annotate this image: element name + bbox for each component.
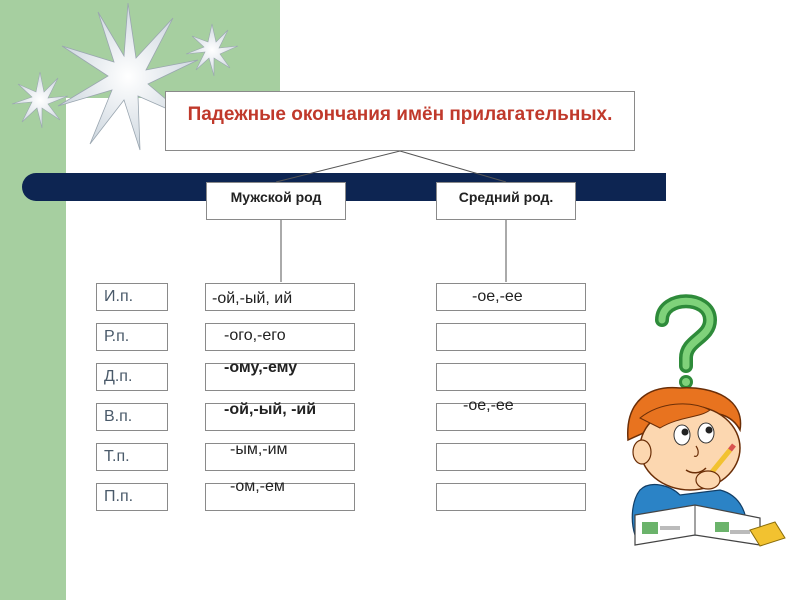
page-title: Падежные окончания имён прилагательных.	[187, 104, 613, 125]
neuter-ending-text: -ое,-ее	[472, 288, 523, 305]
masculine-ending-text: -ому,-ему	[224, 359, 298, 376]
masculine-ending-text: -ой,-ый, ий	[212, 290, 293, 307]
case-label: И.п.	[96, 283, 168, 311]
case-label: П.п.	[96, 483, 168, 511]
masculine-ending-text: -ого,-его	[224, 327, 286, 344]
neuter-gender-label: Средний род.	[458, 189, 554, 205]
masculine-ending-text: -ой,-ый, -ий	[224, 401, 317, 418]
masculine-gender-box	[206, 182, 346, 220]
case-label: Т.п.	[96, 443, 168, 471]
case-label: Р.п.	[96, 323, 168, 351]
boy-reading-illustration	[620, 290, 790, 550]
masculine-ending-text: -ым,-им	[230, 441, 288, 458]
case-label: Д.п.	[96, 363, 168, 391]
masculine-ending-text: -ом,-ем	[230, 478, 285, 495]
question-mark-icon	[662, 301, 710, 389]
neuter-ending-box	[436, 323, 586, 351]
snowflake-icon	[12, 72, 68, 128]
case-label: В.п.	[96, 403, 168, 431]
snowflake-icon	[186, 24, 238, 76]
neuter-ending-box	[436, 443, 586, 471]
title-box	[165, 91, 635, 151]
neuter-ending-box	[436, 483, 586, 511]
neuter-ending-box	[436, 363, 586, 391]
masculine-gender-label: Мужской род	[230, 189, 322, 205]
neuter-ending-text: -ое,-ее	[463, 397, 514, 414]
neuter-gender-box	[436, 182, 576, 220]
